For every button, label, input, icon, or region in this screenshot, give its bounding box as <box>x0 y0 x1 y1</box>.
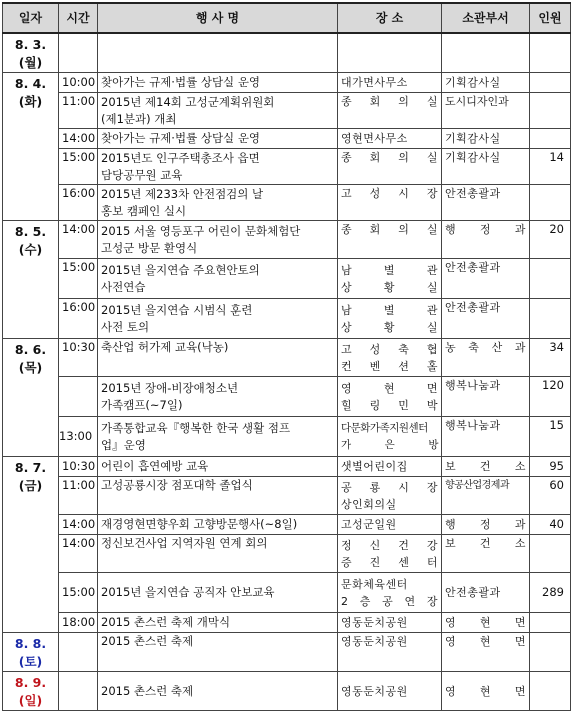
dept-cell: 영 현 면 <box>442 633 530 672</box>
dept-cell: 기획감사실 <box>442 129 530 149</box>
date-cell: 8. 4. (화) <box>3 73 59 221</box>
count-cell: 60 <box>530 477 571 515</box>
event-cell: 정신보건사업 지역자원 연계 회의 <box>98 535 338 573</box>
time-cell: 15:00 <box>59 259 98 299</box>
count-cell <box>530 129 571 149</box>
dept-cell: 영 현 면 <box>442 613 530 633</box>
table-row <box>3 613 571 633</box>
time-cell: 10:30 <box>59 339 98 377</box>
date-cell: 8. 8. (토) <box>3 633 59 672</box>
dept-cell: 행복나눔과 <box>442 417 530 457</box>
dept-cell: 향공산업경제과 <box>442 477 530 515</box>
time-cell: 18:00 <box>59 613 98 633</box>
header-time: 시간 <box>59 3 98 33</box>
event-cell: 2015년 제14회 고성군계획위원회 (제1분과) 개최 <box>98 93 338 129</box>
place-cell: 고 성 시 장 <box>338 185 442 221</box>
time-cell: 16:00 <box>59 299 98 339</box>
place-cell: 영동둔치공원 <box>338 672 442 711</box>
place-cell: 샛별어린이집 <box>338 457 442 477</box>
dept-cell: 안전총괄과 <box>442 185 530 221</box>
table-row <box>3 299 571 339</box>
dept-cell: 농 축 산 과 <box>442 339 530 377</box>
event-cell: 재경영현면향우회 고향방문행사(~8일) <box>98 515 338 535</box>
event-cell: 찾아가는 규제·법률 상담실 운영 <box>98 73 338 93</box>
place-cell: 영동둔치공원 <box>338 613 442 633</box>
count-cell <box>530 185 571 221</box>
table-row <box>3 672 571 711</box>
count-cell <box>530 259 571 299</box>
count-cell <box>530 299 571 339</box>
dept-cell: 기획감사실 <box>442 73 530 93</box>
count-cell: 15 <box>530 417 571 457</box>
event-cell: 고성공룡시장 점포대학 졸업식 <box>98 477 338 515</box>
dept-cell: 영 현 면 <box>442 672 530 711</box>
place-cell: 문화체육센터 2 층 공 연 장 <box>338 573 442 613</box>
table-row <box>3 417 571 457</box>
time-cell <box>59 633 98 672</box>
place-cell: 공 룡 시 장 상인회의실 <box>338 477 442 515</box>
date-cell: 8. 9. (일) <box>3 672 59 711</box>
table-row <box>3 129 571 149</box>
event-cell: 어린이 흡연예방 교육 <box>98 457 338 477</box>
dept-cell: 보 건 소 <box>442 535 530 573</box>
table-row <box>3 573 571 613</box>
header-event: 행 사 명 <box>98 3 338 33</box>
dept-cell: 도시디자인과 <box>442 93 530 129</box>
count-cell: 34 <box>530 339 571 377</box>
time-cell: 10:00 <box>59 73 98 93</box>
date-cell: 8. 3. (월) <box>3 33 59 73</box>
table-row <box>3 477 571 515</box>
place-cell: 영동둔치공원 <box>338 633 442 672</box>
time-cell: 15:00 <box>59 149 98 185</box>
event-cell: 찾아가는 규제·법률 상담실 운영 <box>98 129 338 149</box>
place-cell: 종 회 의 실 <box>338 221 442 259</box>
time-cell: 14:00 <box>59 535 98 573</box>
table-row <box>3 73 571 93</box>
count-cell <box>530 672 571 711</box>
dept-cell: 안전총괄과 <box>442 259 530 299</box>
header-place: 장 소 <box>338 3 442 33</box>
date-cell: 8. 6. (목) <box>3 339 59 457</box>
event-cell: 2015년 을지연습 공직자 안보교육 <box>98 573 338 613</box>
count-cell: 20 <box>530 221 571 259</box>
place-cell: 종 회 의 실 <box>338 93 442 129</box>
event-cell: 2015년도 인구주택총조사 읍면 담당공무원 교육 <box>98 149 338 185</box>
table-row <box>3 185 571 221</box>
dept-cell: 행 정 과 <box>442 515 530 535</box>
time-cell <box>59 672 98 711</box>
event-cell: 2015년 을지연습 주요현안토의 사전연습 <box>98 259 338 299</box>
time-cell: 14:00 <box>59 515 98 535</box>
place-cell: 남 별 관 상 황 실 <box>338 299 442 339</box>
count-cell: 95 <box>530 457 571 477</box>
count-cell: 289 <box>530 573 571 613</box>
time-cell: 14:00 <box>59 129 98 149</box>
count-cell <box>530 93 571 129</box>
event-cell: 2015년 을지연습 시범식 훈련 사전 토의 <box>98 299 338 339</box>
time-cell: 11:00 <box>59 477 98 515</box>
dept-cell: 보 건 소 <box>442 457 530 477</box>
time-cell: 11:00 <box>59 93 98 129</box>
count-cell <box>530 73 571 93</box>
event-cell: 2015년 제233차 안전점검의 날 홍보 캠페인 실시 <box>98 185 338 221</box>
count-cell: 40 <box>530 515 571 535</box>
date-cell: 8. 5. (수) <box>3 221 59 339</box>
time-cell: 16:00 <box>59 185 98 221</box>
table-row <box>3 93 571 129</box>
dept-cell: 안전총괄과 <box>442 299 530 339</box>
schedule-table <box>2 2 571 711</box>
time-cell: 10:30 <box>59 457 98 477</box>
dept-cell: 행 정 과 <box>442 221 530 259</box>
count-cell <box>530 613 571 633</box>
place-cell: 남 별 관 상 황 실 <box>338 259 442 299</box>
time-cell <box>59 377 98 417</box>
dept-cell: 기획감사실 <box>442 149 530 185</box>
place-cell: 다문화가족지원센터 가 은 방 <box>338 417 442 457</box>
place-cell: 정 신 건 강 증 진 센 터 <box>338 535 442 573</box>
date-cell: 8. 7. (금) <box>3 457 59 633</box>
table-row <box>3 457 571 477</box>
place-cell: 종 회 의 실 <box>338 149 442 185</box>
time-cell: 14:00 <box>59 221 98 259</box>
event-cell: 2015 서울 영등포구 어린이 문화체험단 고성군 방문 환영식 <box>98 221 338 259</box>
count-cell <box>530 633 571 672</box>
table-row <box>3 221 571 259</box>
table-row <box>3 339 571 377</box>
event-cell: 2015 촌스런 축제 개막식 <box>98 613 338 633</box>
header-row <box>3 3 571 33</box>
time-cell: 15:00 <box>59 573 98 613</box>
table-row <box>3 633 571 672</box>
event-cell: 2015 촌스런 축제 <box>98 672 338 711</box>
header-dept: 소관부서 <box>442 3 530 33</box>
table-row <box>3 377 571 417</box>
place-cell: 고 성 축 협 컨 벤 션 홀 <box>338 339 442 377</box>
count-cell <box>530 535 571 573</box>
time-cell: 13:00 <box>59 417 98 457</box>
table-row <box>3 535 571 573</box>
event-cell: 축산업 허가제 교육(낙농) <box>98 339 338 377</box>
header-date: 일자 <box>3 3 59 33</box>
table-row <box>3 149 571 185</box>
count-cell: 120 <box>530 377 571 417</box>
place-cell: 대가면사무소 <box>338 73 442 93</box>
count-cell: 14 <box>530 149 571 185</box>
event-cell: 2015년 장애-비장애청소년 가족캠프(~7일) <box>98 377 338 417</box>
table-row <box>3 515 571 535</box>
dept-cell: 행복나눔과 <box>442 377 530 417</box>
event-cell: 2015 촌스런 축제 <box>98 633 338 672</box>
header-count: 인원 <box>530 3 571 33</box>
dept-cell: 안전총괄과 <box>442 573 530 613</box>
place-cell: 영현면사무소 <box>338 129 442 149</box>
place-cell: 영 현 면 힐 링 민 박 <box>338 377 442 417</box>
table-row <box>3 259 571 299</box>
event-cell: 가족통합교육『행복한 한국 생활 점프 업』운영 <box>98 417 338 457</box>
table-row <box>3 33 571 73</box>
place-cell: 고성군일원 <box>338 515 442 535</box>
